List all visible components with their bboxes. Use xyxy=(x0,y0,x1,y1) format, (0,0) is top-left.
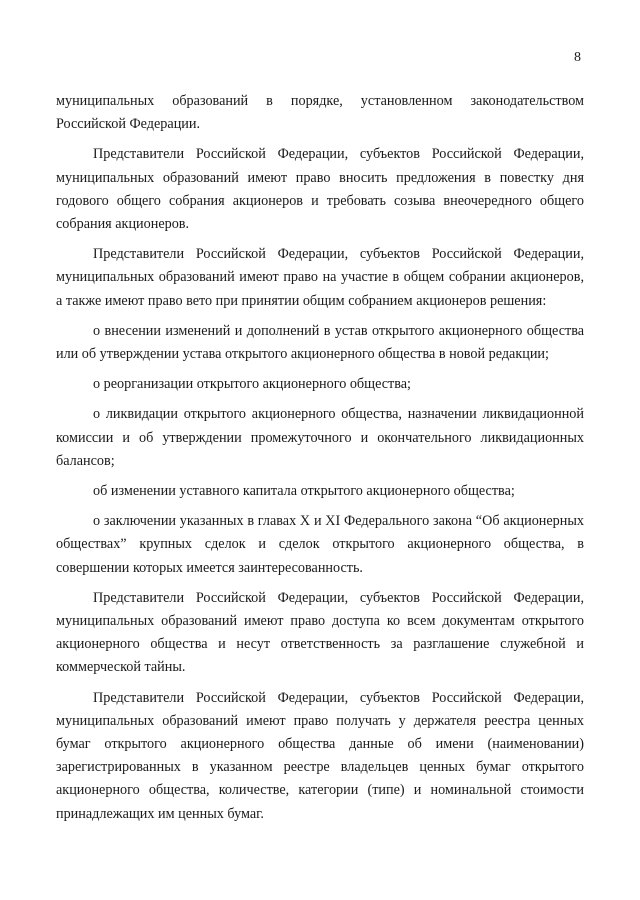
list-item: о реорганизации открытого акционерного общества; xyxy=(93,376,411,393)
document-body xyxy=(56,90,584,833)
list-item: об изменении уставного капитала открытого акционерного общества; xyxy=(93,483,515,500)
paragraph: Представители Российской Федерации, субъектов Российской Федерации, муниципальных образований имеют право получать у держателя реестра ценных бумаг открытого акционерного общества данные об имени (наименовании) зарегистрированных в указанном реестре владельцев ценных бумаг открытого акционерного общества, количестве, категории (типе) и номинальной стоимости принадлежащих им ценных бумаг. xyxy=(56,689,584,822)
paragraph: Представители Российской Федерации, субъектов Российской Федерации, муниципальных образований имеют право на участие в общем собрании акционеров, а также имеют право вето при принятии общим собранием акционеров решения: xyxy=(56,246,584,309)
page-number: 8 xyxy=(574,50,581,65)
paragraph: муниципальных образований в порядке, установленном законодательством Российской Федерации. xyxy=(56,93,584,133)
list-item: о ликвидации открытого акционерного общества, назначении ликвидационной комиссии и об утверждении промежуточного и окончательного ликвидационных балансов; xyxy=(56,406,584,469)
paragraph: Представители Российской Федерации, субъектов Российской Федерации, муниципальных образований имеют право доступа ко всем документам открытого акционерного общества и несут ответственность за разглашение служебной и коммерческой тайны. xyxy=(56,589,584,676)
list-item: о заключении указанных в главах X и XI Федерального закона “Об акционерных обществах” крупных сделок и сделок открытого акционерного общества, в совершении которых имеется заинтересованность. xyxy=(56,513,584,576)
paragraph: Представители Российской Федерации, субъектов Российской Федерации, муниципальных образований имеют право вносить предложения в повестку дня годового общего собрания акционеров и требовать созыва внеочередного общего собрания акционеров. xyxy=(56,146,584,233)
list-item: о внесении изменений и дополнений в устав открытого акционерного общества или об утверждении устава открытого акционерного общества в новой редакции; xyxy=(56,322,584,363)
